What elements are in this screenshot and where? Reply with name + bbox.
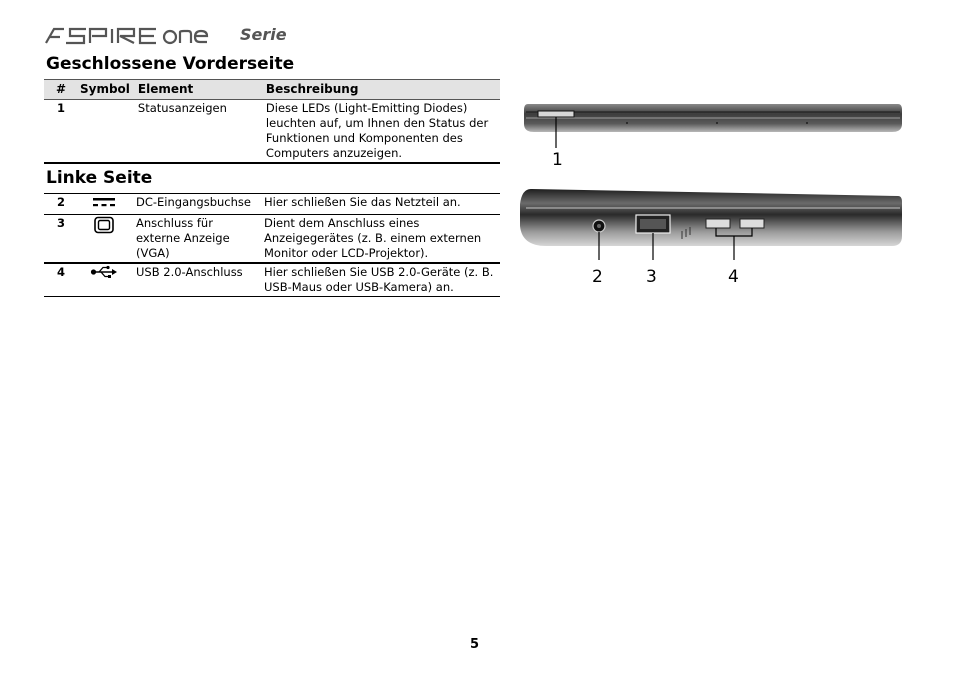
left-components-table bbox=[44, 193, 500, 297]
callout-1: 1 bbox=[552, 150, 563, 170]
series-label: Serie bbox=[240, 25, 287, 44]
header-description: Beschreibung bbox=[262, 80, 500, 100]
table-row bbox=[44, 194, 500, 215]
callout-3: 3 bbox=[646, 267, 657, 286]
vga-monitor-icon bbox=[76, 215, 132, 264]
page-number: 5 bbox=[470, 637, 480, 652]
header-element: Element bbox=[134, 80, 262, 100]
callout-4: 4 bbox=[728, 267, 739, 286]
table-header-row bbox=[44, 80, 500, 100]
section-title-front: Geschlossene Vorderseite bbox=[46, 54, 295, 74]
table-row bbox=[44, 100, 500, 164]
aspire-one-logo bbox=[44, 24, 234, 46]
row-element: Statusanzeigen bbox=[137, 101, 227, 115]
row-description: Hier schließen Sie USB 2.0-Geräte (z. B. USB-Maus oder USB-Kamera) an. bbox=[264, 265, 494, 294]
usb-port-2 bbox=[740, 219, 764, 228]
row-description: Diese LEDs (Light-Emitting Diodes) leuchten auf, um Ihnen den Status der Funktionen und Komponenten des Computers anzuzeigen. bbox=[265, 101, 489, 160]
front-components-table bbox=[44, 79, 500, 164]
laptop-illustration bbox=[516, 96, 908, 286]
usb-port-1 bbox=[706, 219, 730, 228]
row-num: 1 bbox=[56, 101, 65, 115]
table-row bbox=[44, 215, 500, 264]
row-element: Anschluss für externe Anzeige (VGA) bbox=[136, 216, 230, 260]
status-led-strip bbox=[538, 111, 574, 117]
dc-power-icon bbox=[76, 194, 132, 215]
callout-2: 2 bbox=[592, 267, 603, 286]
header-symbol: Symbol bbox=[76, 80, 134, 100]
row-symbol bbox=[76, 100, 134, 164]
row-num: 3 bbox=[56, 216, 65, 230]
row-description: Dient dem Anschluss eines Anzeigegerätes (z. B. einem externen Monitor oder LCD-Projektor). bbox=[264, 216, 482, 260]
front-view bbox=[524, 104, 902, 148]
header-num: # bbox=[44, 80, 76, 100]
side-view bbox=[520, 189, 902, 260]
row-element: USB 2.0-Anschluss bbox=[136, 265, 243, 279]
row-description: Hier schließen Sie das Netzteil an. bbox=[264, 195, 461, 209]
section-title-left: Linke Seite bbox=[46, 168, 153, 188]
usb-icon bbox=[76, 263, 132, 297]
row-element: DC-Eingangsbuchse bbox=[136, 195, 251, 209]
row-num: 2 bbox=[56, 195, 65, 209]
row-num: 4 bbox=[56, 265, 65, 279]
page-header bbox=[44, 20, 287, 46]
table-row bbox=[44, 263, 500, 297]
